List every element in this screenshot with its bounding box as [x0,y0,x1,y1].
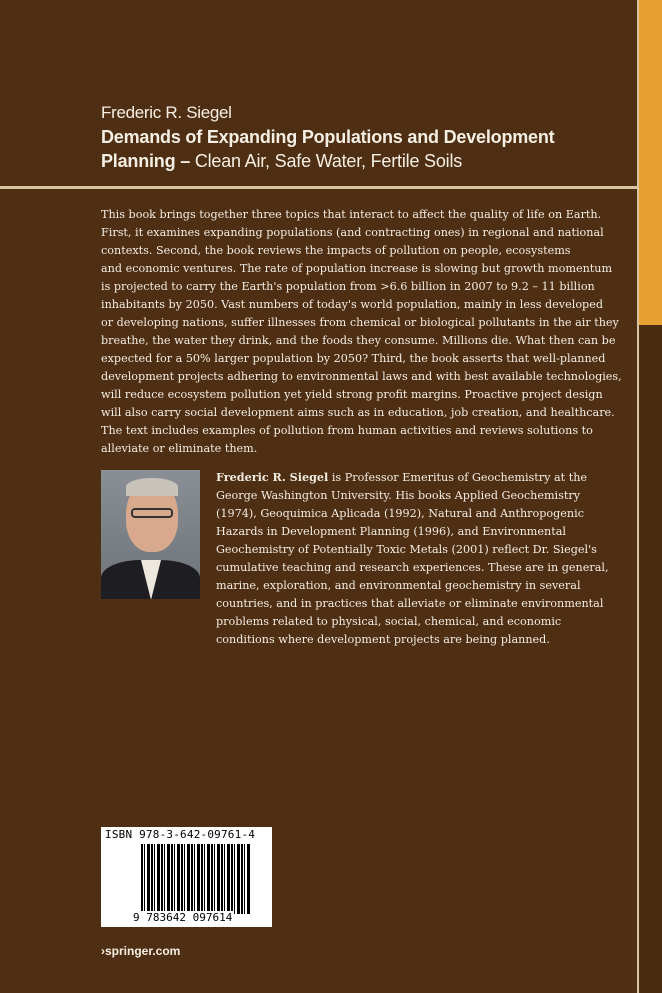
description-line: or developing nations, suffer illnesses from chemical or biological pollutants in the air they [101,316,619,329]
bio-line: Hazards in Development Planning (1996), and Environmental [216,525,566,538]
description-line: First, it examines expanding populations (and contracting ones) in regional and national [101,226,604,239]
isbn-barcode [101,827,272,927]
author-name: Frederic R. Siegel [101,103,232,122]
description-line: development projects adhering to environmental laws and with best available technologies, [101,370,622,383]
barcode-bars [141,844,251,914]
title-line-2: Planning – [101,151,191,171]
description-line: and economic ventures. The rate of population increase is slowing but growth momentum [101,262,613,275]
description-line: is projected to carry the Earth's population from >6.6 billion in 2007 to 9.2 – 11 billion [101,280,595,293]
description-line: This book brings together three topics that interact to affect the quality of life on Earth. [101,208,602,221]
bio-line: cumulative teaching and research experiences. These are in general, [216,561,609,574]
ean-number: 9 783642 097614 [133,911,233,924]
bio-line: conditions where development projects are being planned. [216,633,550,646]
description-line: The text includes examples of pollution from human activities and reviews solutions to [101,424,593,437]
bio-line: George Washington University. His books Applied Geochemistry [216,489,581,502]
bio-line: problems related to physical, social, chemical, and economic [216,615,562,628]
bio-line: countries, and in practices that alleviate or eliminate environmental [216,597,604,610]
description-line: alleviate or eliminate them. [101,442,258,455]
bio-line: (1974), Geoquimica Aplicada (1992), Natural and Anthropogenic [216,507,584,520]
author-bio [216,468,609,649]
subtitle: Clean Air, Safe Water, Fertile Soils [190,151,463,171]
bio-line: is Professor Emeritus of Geochemistry at the [328,471,588,484]
description-line: contexts. Second, the book reviews the impacts of pollution on people, ecosystems [101,244,571,257]
divider [0,186,637,189]
publisher-website: ›springer.com [101,944,181,958]
cover-header [101,100,554,173]
bio-name: Frederic R. Siegel [216,470,329,484]
accent-strip [639,0,662,325]
book-title [101,125,554,173]
author-photo [101,470,200,599]
isbn-text: ISBN 978-3-642-09761-4 [105,828,256,841]
description-line: will reduce ecosystem pollution yet yield strong profit margins. Proactive project design [101,388,603,401]
bio-line: Geochemistry of Potentially Toxic Metals (2001) reflect Dr. Siegel's [216,543,597,556]
description-line: breathe, the water they drink, and the foods they consume. Millions die. What then can be [101,334,616,347]
description-line: expected for a 50% larger population by 2050? Third, the book asserts that well-planned [101,352,606,365]
bio-line: marine, exploration, and environmental geochemistry in several [216,579,581,592]
description-line: inhabitants by 2050. Vast numbers of today's world population, mainly in less developed [101,298,603,311]
description-line: will also carry social development aims such as in education, job creation, and healthcare. [101,406,615,419]
book-description [101,206,622,458]
title-line-1: Demands of Expanding Populations and Development [101,127,555,147]
